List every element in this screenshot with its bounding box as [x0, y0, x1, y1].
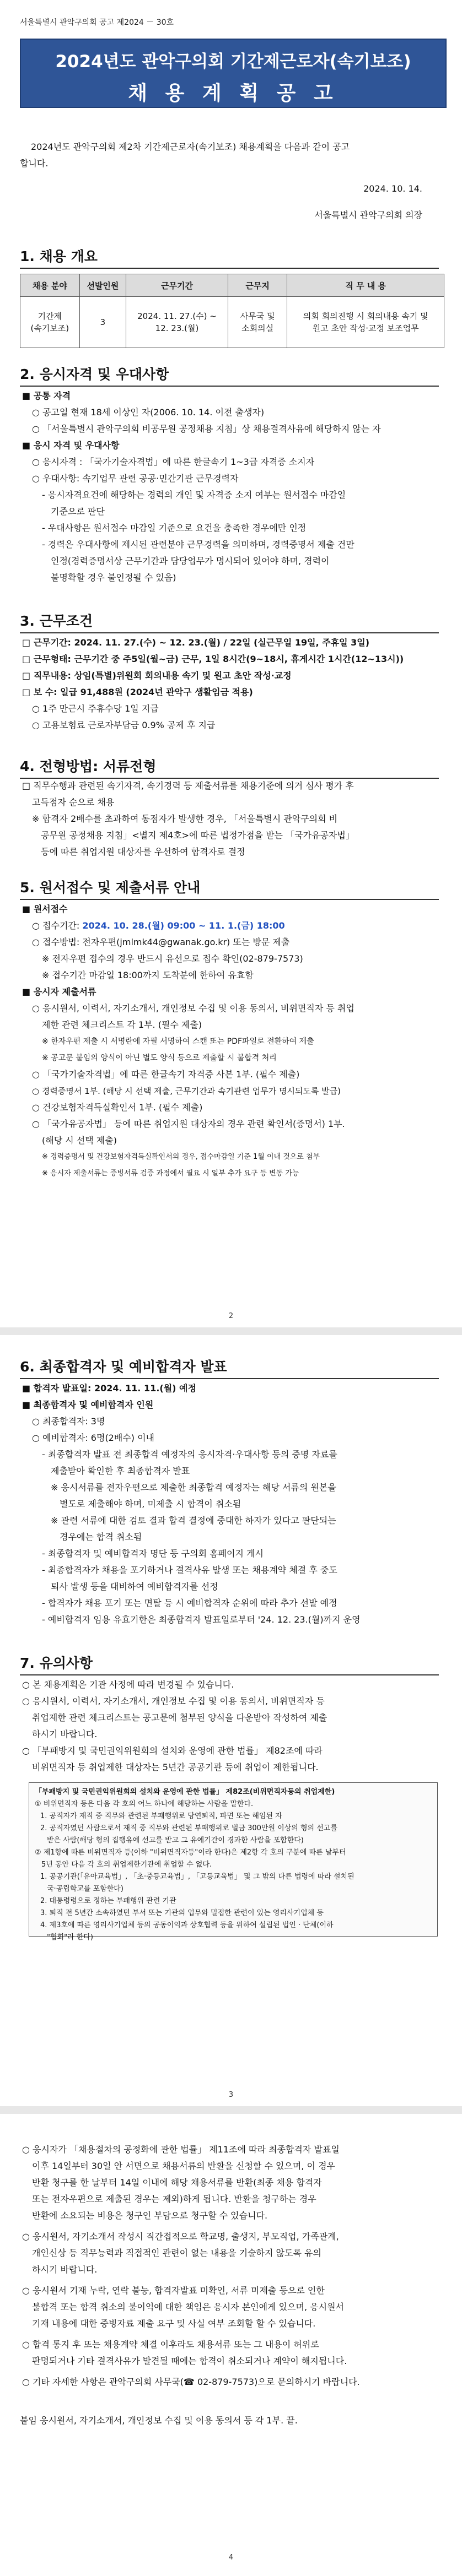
page-number: 2 [228, 1312, 234, 1320]
list-item: - 응시자격요건에 해당하는 경력의 개인 및 자격증 소지 여부는 원서접수 마감일 [42, 490, 346, 500]
section-6-title: 6. 최종합격자 및 예비합격자 발표 [20, 1356, 439, 1379]
table-header: 직 무 내 용 [287, 274, 444, 297]
box-line: 받은 사람(해당 형의 집행유예 선고를 받고 그 유예기간이 경과한 사람을 포함한다) [47, 1836, 304, 1845]
table-cell: 3 [79, 297, 126, 348]
list-item: ※ 합격자 2배수를 초과하여 동점자가 발생한 경우, 「서울특별시 관악구의회 비 [32, 814, 338, 824]
list-item: - 우대사항은 원서접수 마감일 기준으로 요건을 충족한 경우에만 인정 [42, 523, 307, 533]
list-item: (해당 시 선택 제출) [42, 1135, 117, 1146]
list-item: 반환 청구를 한 날부터 14일 이내에 해당 채용서류를 반환(최종 채용 합격자 [32, 2177, 322, 2188]
list-item: ○ 접수방법: 전자우편(jmlmk44@gwanak.go.kr) 또는 방문 제출 [32, 937, 290, 947]
list-item: ■ 응시 자격 및 우대사항 [22, 440, 120, 451]
list-item: 기재 내용에 대한 증빙자료 제출 요구 및 사실 여부 조회할 할 수 있습니다. [32, 2318, 316, 2329]
list-item: ■ 공통 자격 [22, 391, 71, 401]
list-item: □ 근무형태: 근무기간 중 주5일(월~금) 근무, 1일 8시간(9~18시, 휴게시간 1시간(12~13시)) [22, 654, 404, 664]
list-item: - 최종합격자가 채용을 포기하거나 결격사유 발생 또는 채용계약 체결 후 중도 [42, 1565, 337, 1575]
box-line: 2. 대통령령으로 정하는 부패행위 관련 기관 [40, 1897, 176, 1905]
list-item: ○ 응시자가 「채용절차의 공정화에 관한 법률」 제11조에 따라 최종합격자 발표일 [22, 2144, 340, 2155]
list-item: 고득점자 순으로 채용 [32, 797, 115, 807]
list-item: ○ 응시원서, 이력서, 자기소개서, 개인정보 수집 및 이용 동의서, 비위면직자 등 취업 [32, 1003, 354, 1013]
list-item: ■ 응시자 제출서류 [22, 986, 96, 997]
list-item: □ 보 수: 일급 91,488원 (2024년 관악구 생활임금 적용) [22, 687, 253, 697]
page-number: 3 [228, 2091, 234, 2099]
intro-text: 2024년도 관악구의회 제2차 기간제근로자(속기보조) 채용계획을 다음과 같이 공고 합니다. [20, 142, 350, 169]
box-line: 1. 공공기관(「유아교육법」, 「초·중등교육법」, 「고등교육법」 및 그 밖의 다른 법령에 따라 설치된 [40, 1873, 354, 1881]
list-item: 경우에는 합격 취소됨 [60, 1532, 142, 1542]
list-item: ○ 고용보험료 근로자부담금 0.9% 공제 후 지급 [32, 720, 216, 730]
list-item: 불합격 또는 합격 취소의 불이익에 대한 책임은 응시자 본인에게 있으며, 응시원서 [32, 2302, 344, 2312]
box-line: 3. 퇴직 전 5년간 소속하였던 부서 또는 기관의 업무와 밀접한 관련이 있는 영리사기업체 등 [40, 1909, 324, 1917]
list-item: 또는 전자우편으로 제출된 경우는 제외)하게 됩니다. 반환을 청구하는 경우 [32, 2194, 316, 2204]
box-line: 4. 제3호에 따른 영리사기업체 등의 공동이익과 상호협력 등을 위하여 설립된 법인 · 단체(이하 [40, 1921, 334, 1929]
list-item: ※ 응시서류를 전자우편으로 제출한 최종합격 예정자는 해당 서류의 원본을 [51, 1482, 336, 1493]
law-excerpt-box [29, 1782, 438, 1942]
list-item: 이후 14일부터 30일 안 서면으로 채용서류의 반환을 신청할 수 있으며, 이 경우 [32, 2161, 335, 2171]
list-item: ○ 「국가유공자법」 등에 따른 취업지원 대상자의 경우 관련 확인서(증명서) 1부. [32, 1119, 345, 1129]
section-1-title: 1. 채용 개요 [20, 246, 439, 269]
list-item: 제출받아 확인한 후 최종합격자 발표 [51, 1466, 190, 1476]
list-item: □ 근무기간: 2024. 11. 27.(수) ~ 12. 23.(월) / 22일 (실근무일 19일, 주휴일 3일) [22, 637, 370, 648]
list-item: - 최종합격자 발표 전 최종합격 예정자의 응시자격·우대사항 등의 증명 자료를 [42, 1449, 337, 1460]
list-item: ○ 응시자격 : 「국가기술자격법」에 따른 한글속기 1~3급 자격증 소지자 [32, 457, 315, 467]
list-item: 기준으로 판단 [51, 506, 105, 517]
list-item: ※ 관련 서류에 대한 검토 결과 합격 결정에 중대한 하자가 있다고 판단되는 [51, 1515, 336, 1526]
list-item: □ 직무수행과 관련된 속기자격, 속기경력 등 제출서류를 채용기준에 의거 심사 평가 후 [22, 780, 354, 791]
list-item: ※ 공고문 붙임의 양식이 아닌 별도 양식 등으로 제출할 시 불합격 처리 [42, 1054, 277, 1062]
list-item: ○ 접수기간: 2024. 10. 28.(월) 09:00 ~ 11. 1.(금) 18:00 [32, 920, 285, 931]
list-item: ○ 「국가기술자격법」에 따른 한글속기 자격증 사본 1부. (필수 제출) [32, 1069, 300, 1080]
list-item: 하시기 바랍니다. [32, 2264, 98, 2275]
box-line: 2. 공직자였던 사람으로서 재직 중 직무와 관련된 부패행위로 벌금 300만원 이상의 형의 선고를 [40, 1824, 337, 1832]
box-line: 국·공립학교를 포함한다) [47, 1885, 123, 1893]
list-item: ○ 우대사항: 속기업무 관련 공공·민간기관 근무경력자 [32, 473, 239, 484]
list-item: ○ 기타 자세한 사항은 관악구의회 사무국(☎ 02-879-7573)으로 문의하시기 바랍니다. [22, 2377, 360, 2387]
list-item: ○ 응시원서, 자기소개서 작성시 직간접적으로 학교명, 출생지, 부모직업, 가족관계, [22, 2231, 339, 2242]
title-banner [20, 39, 447, 108]
table-header: 근무지 [228, 274, 287, 297]
issuer: 서울특별시 관악구의회 의장 [314, 210, 422, 220]
list-item: 제한 관련 체크리스트 각 1부. (필수 제출) [42, 1019, 202, 1030]
box-line: ② 제1항에 따른 비위면직자 등(이하 "비위면직자등"이라 한다)은 제2항 각 호의 구분에 따른 날부터 [35, 1848, 346, 1857]
list-item: 공무원 공정채용 지침」<별지 제4호>에 따른 법정가점을 받는 「국가유공자법」 [41, 830, 354, 840]
list-item: ※ 응시자 제출서류는 증빙서류 검증 과정에서 필요 시 일부 추가 요구 등 변동 가능 [42, 1169, 299, 1178]
list-item: ○ 최종합격자: 3명 [32, 1416, 105, 1427]
list-item: 하시기 바랍니다. [32, 1729, 98, 1739]
box-line: 1. 공직자가 재직 중 직무와 관련된 부패행위로 당연퇴직, 파면 또는 해임된 자 [40, 1812, 282, 1820]
list-item: 취업제한 관련 체크리스트는 공고문에 첨부된 양식을 다운받아 작성하여 제출 [32, 1712, 327, 1723]
table-header: 선발인원 [79, 274, 126, 297]
list-item: ○ 응시원서, 이력서, 자기소개서, 개인정보 수집 및 이용 동의서, 비위면직자 등 [22, 1696, 325, 1706]
list-item: - 합격자가 채용 포기 또는 면탈 등 시 예비합격자 순위에 따라 추가 선발 예정 [42, 1598, 337, 1608]
list-item: ■ 합격자 발표일: 2024. 11. 11.(월) 예정 [22, 1383, 196, 1393]
title-line-2: 채 용 계 획 공 고 [128, 82, 339, 105]
recruit-overview-table [20, 274, 444, 348]
list-item: 반환에 소요되는 비용은 청구인 부담으로 청구할 수 있습니다. [32, 2210, 268, 2221]
list-item: ■ 최종합격자 및 예비합격자 인원 [22, 1400, 154, 1410]
box-line: 5년 동안 다음 각 호의 취업제한기관에 취업할 수 없다. [41, 1861, 212, 1869]
list-item: 비위면직자 등 취업제한 대상자는 5년간 공공기관 등에 취업이 제한됩니다. [32, 1762, 319, 1772]
list-item: - 경력은 우대사항에 제시된 관련분야 근무경력을 의미하며, 경력증명서 제출 건만 [42, 539, 354, 550]
section-2-title: 2. 응시자격 및 우대사항 [20, 364, 439, 387]
list-item: ○ 「서울특별시 관악구의회 비공무원 공정채용 지침」상 채용결격사유에 해당하지 않는 자 [32, 424, 381, 434]
table-header-row [20, 274, 444, 297]
page-1 [0, 0, 462, 846]
title-line-1: 2024년도 관악구의회 기간제근로자(속기보조) [55, 52, 411, 72]
table-cell: 사무국 및 소회의실 [228, 297, 287, 348]
list-item: ○ 공고일 현재 18세 이상인 자(2006. 10. 14. 이전 출생자) [32, 407, 265, 417]
page-break [0, 1327, 462, 1335]
box-line: "협회"라 한다) [47, 1933, 93, 1942]
list-item: ○ 합격 통지 후 또는 채용계약 체결 이후라도 채용서류 또는 그 내용이 허위로 [22, 2339, 319, 2350]
table-row [20, 297, 444, 348]
list-item: ○ 경력증명서 1부. (해당 시 선택 제출, 근무기간과 속기관련 업무가 명시되도록 발급) [32, 1086, 341, 1096]
list-item: ○ 건강보험자격득실확인서 1부. (필수 제출) [32, 1102, 203, 1113]
table-cell: 2024. 11. 27.(수) ~ 12. 23.(월) [126, 297, 228, 348]
list-item: ○ 본 채용계획은 기관 사정에 따라 변경될 수 있습니다. [22, 1679, 234, 1690]
list-item: ※ 접수기간 마감일 18:00까지 도착분에 한하여 유효함 [42, 970, 254, 980]
list-item: ○ 예비합격자: 6명(2배수) 이내 [32, 1433, 155, 1443]
notice-date: 2024. 10. 14. [363, 183, 422, 194]
list-item: 등에 따른 취업지원 대상자를 우선하여 합격자로 결정 [41, 847, 245, 857]
list-item: - 예비합격자 임용 유효기한은 최종합격자 발표일로부터 '24. 12. 23.(월)까지 운영 [42, 1614, 361, 1625]
section-3-title: 3. 근무조건 [20, 610, 439, 633]
table-cell: 의회 회의진행 시 회의내용 속기 및 원고 초안 작성·교정 보조업무 [287, 297, 444, 348]
notice-number: 서울특별시 관악구의회 공고 제2024 － 30호 [20, 18, 174, 27]
list-item: 개인신상 등 직무능력과 직접적인 관련이 없는 내용을 기술하지 않도록 유의 [32, 2248, 321, 2258]
section-4-title: 4. 전형방법: 서류전형 [20, 756, 439, 779]
table-cell: 기간제 (속기보조) [20, 297, 80, 348]
box-line: ① 비위면직자 등은 다음 각 호의 어느 하나에 해당하는 사람을 말한다. [35, 1800, 254, 1808]
page-break [0, 2106, 462, 2114]
table-header: 근무기간 [126, 274, 228, 297]
page-number: 4 [228, 2553, 234, 2562]
section-5-title: 5. 원서접수 및 제출서류 안내 [20, 877, 439, 900]
list-item: ※ 경력증명서 및 건강보험자격득실확인서의 경우, 접수마감일 기준 1월 이내 것으로 첨부 [42, 1153, 320, 1161]
list-item: ○ 1주 만근시 주휴수당 1일 지급 [32, 703, 159, 714]
list-item: 별도로 제출해야 하며, 미제출 시 합격이 취소됨 [60, 1499, 241, 1509]
section-7-title: 7. 유의사항 [20, 1652, 439, 1675]
attachment-note: 붙임 응시원서, 자기소개서, 개인정보 수집 및 이용 동의서 등 각 1부. 끝. [20, 2415, 298, 2426]
list-item: ○ 응시원서 기재 누락, 연락 불능, 합격자발표 미확인, 서류 미제출 등으로 인한 [22, 2285, 325, 2296]
list-item: 퇴사 발생 등을 대비하여 예비합격자를 선정 [51, 1581, 218, 1592]
list-item: ※ 전자우편 접수의 경우 반드시 유선으로 접수 확인(02-879-7573) [42, 953, 303, 964]
list-item: ■ 원서접수 [22, 904, 68, 914]
list-item: ※ 한자우편 제출 시 서명란에 자필 서명하여 스캔 또는 PDF파일로 전환하여 제출 [42, 1037, 314, 1046]
table-header: 채용 분야 [20, 274, 80, 297]
list-item: □ 직무내용: 상임(특별)위원회 회의내용 속기 및 원고 초안 작성·교정 [22, 670, 292, 681]
list-item: - 최종합격자 및 예비합격자 명단 등 구의회 홈페이지 게시 [42, 1548, 264, 1559]
list-item: 불명확할 경우 불인정될 수 있음) [51, 572, 176, 583]
list-item: 인정(경력증명서상 근무기간과 담당업무가 명시되어 있어야 하며, 경력이 [51, 556, 330, 566]
box-line: 「부패방지 및 국민권익위원회의 설치와 운영에 관한 법률」 제82조(비위면직자등의 취업제한) [35, 1788, 335, 1796]
list-item: ○ 「부패방지 및 국민권익위원회의 설치와 운영에 관한 법률」 제82조에 따라 [22, 1745, 323, 1756]
list-item: 판명되거나 기타 결격사유가 발견될 때에는 합격이 취소되거나 계약이 해지됩니다. [32, 2356, 347, 2366]
